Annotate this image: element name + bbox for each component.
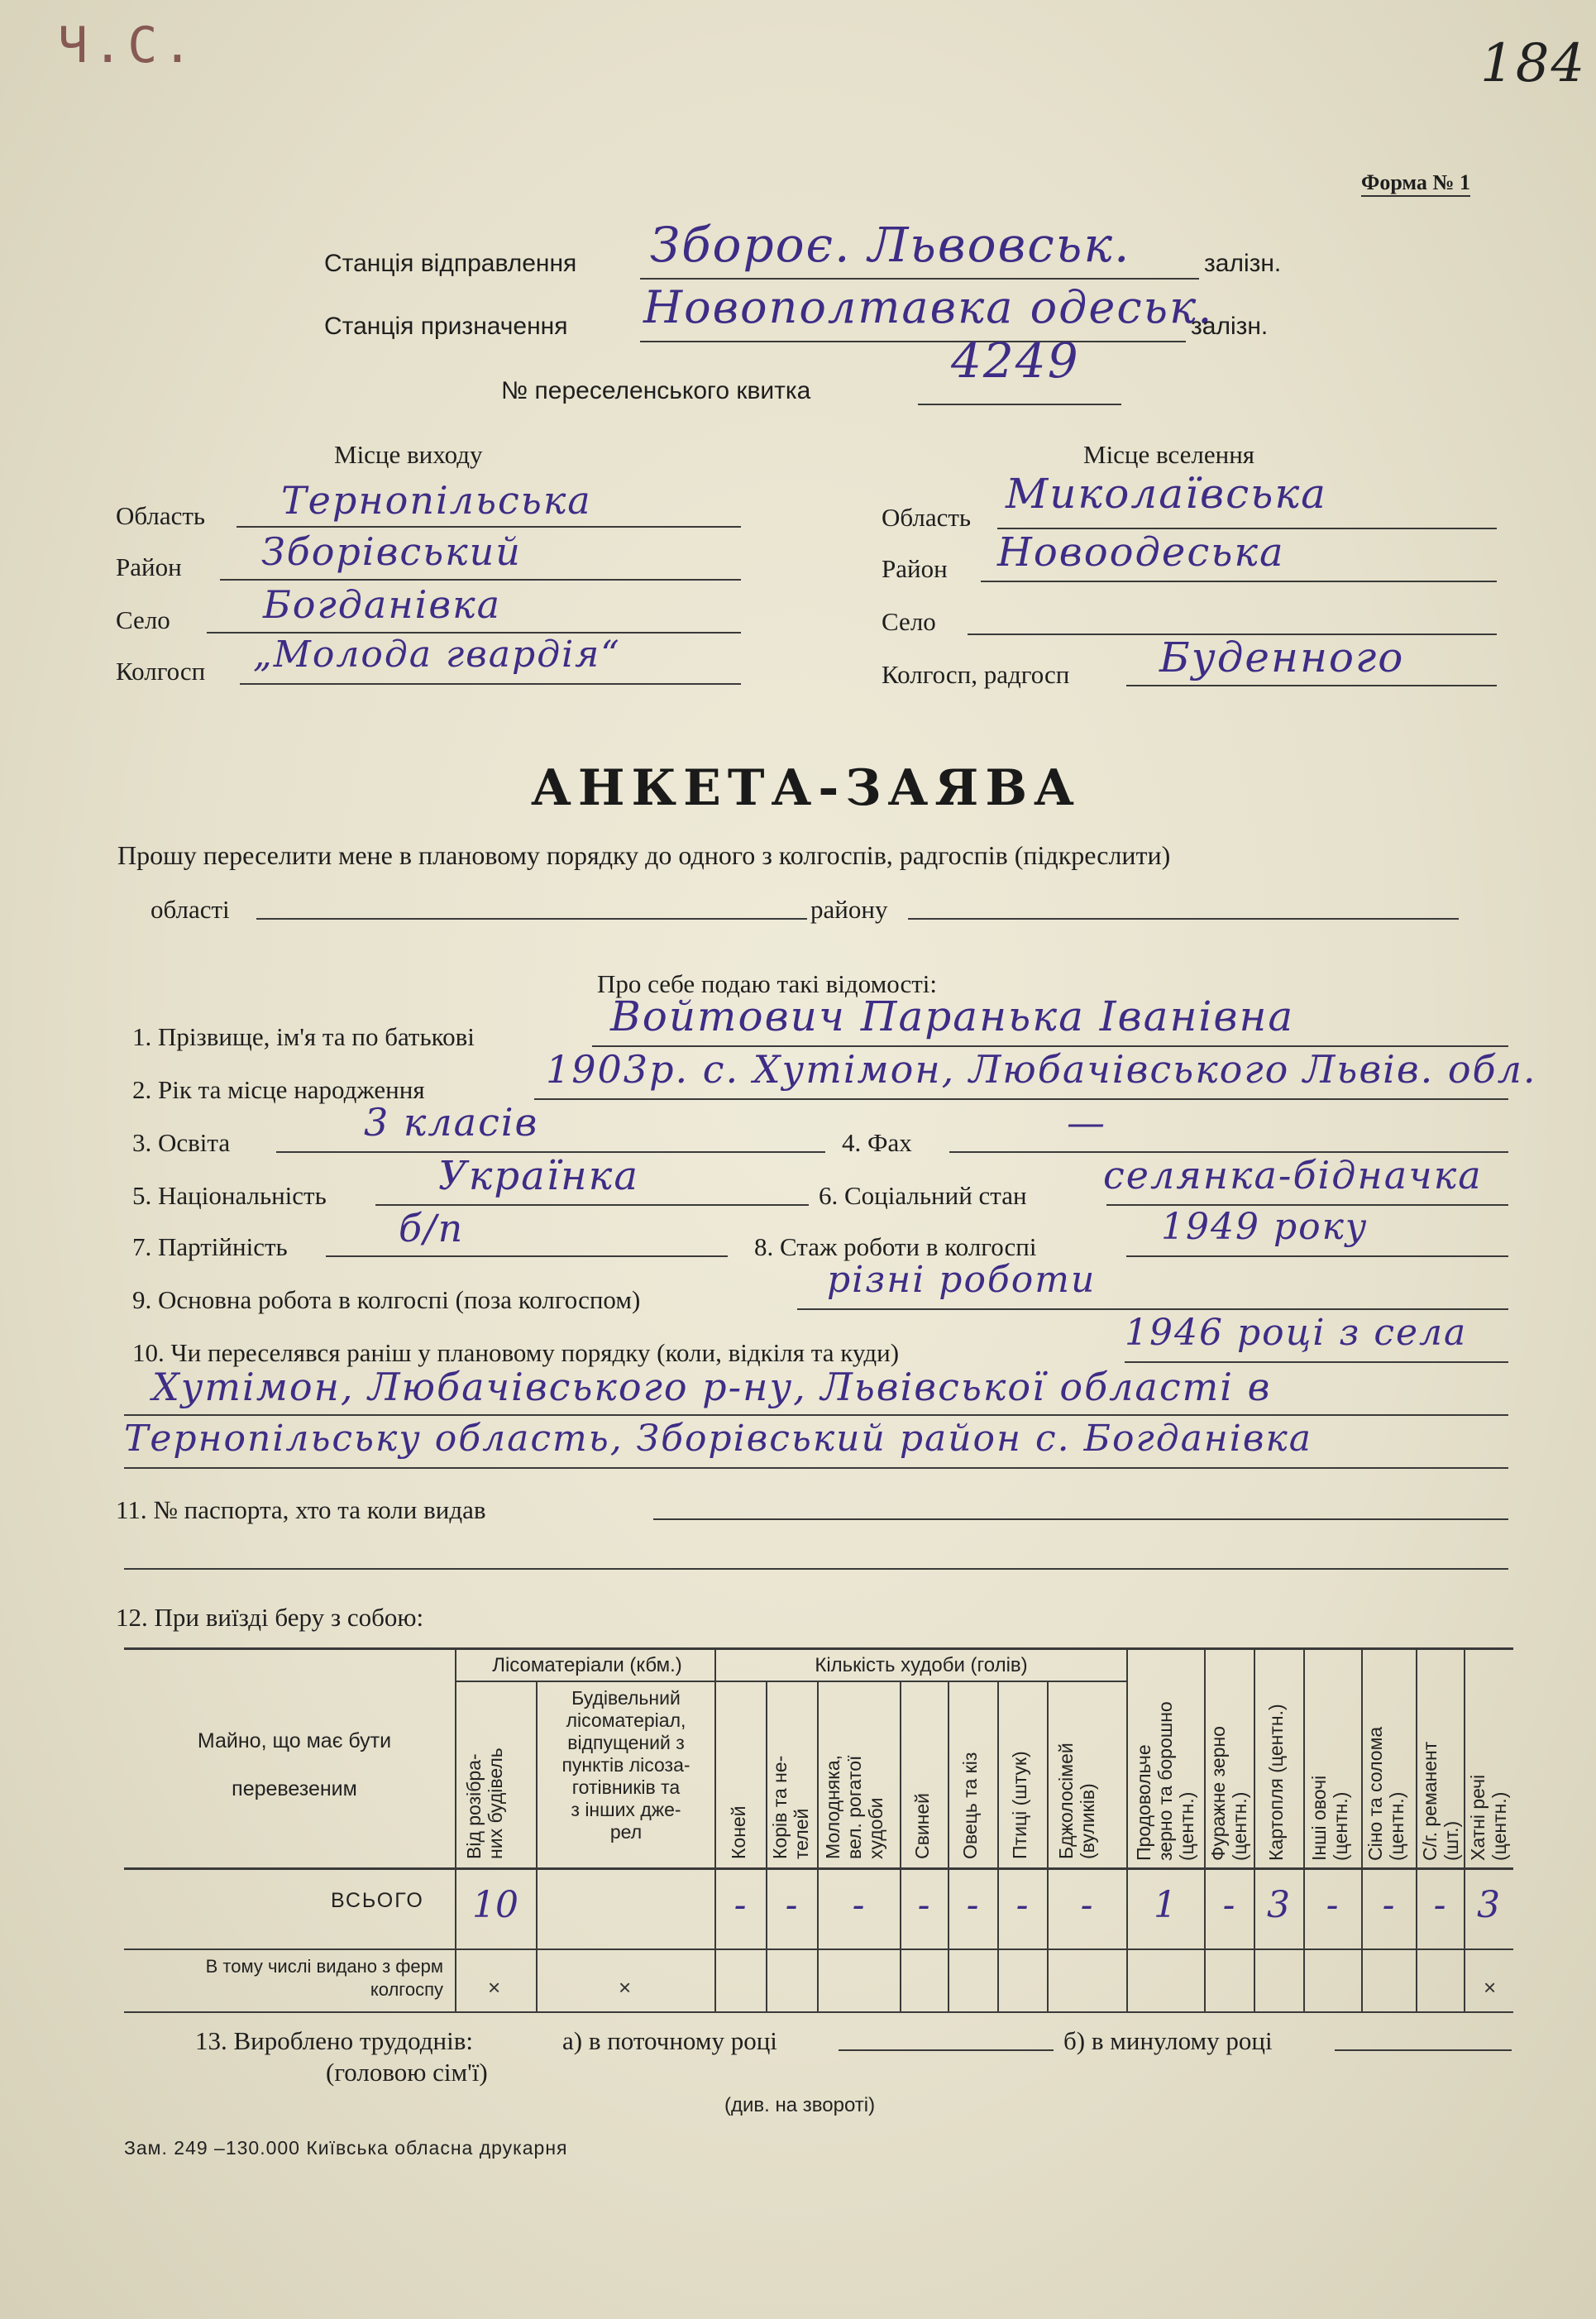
exit-selo-label: Село xyxy=(116,605,170,634)
field-2-value: 1903р. с. Хутімон, Любачівського Львів. обл. xyxy=(546,1047,1537,1092)
field-9-value: різні роботи xyxy=(827,1259,1097,1301)
table-farm-label: В тому числі видано з ферм колгоспу xyxy=(205,1956,443,2000)
workdays-current-line xyxy=(839,2049,1054,2051)
col-header-potatoes: Картопля (центн.) xyxy=(1265,1704,1287,1861)
field-6-value: селянка-бідначка xyxy=(1103,1153,1483,1198)
total-horses: - xyxy=(733,1884,747,1926)
workdays-last-line xyxy=(1335,2049,1512,2051)
field-10-line-2 xyxy=(124,1414,1508,1416)
field-7-line xyxy=(326,1255,728,1257)
departure-rail-suffix: залізн. xyxy=(1204,250,1282,277)
destination-line xyxy=(640,341,1186,342)
field-11-label: 11. № паспорта, хто та коли видав xyxy=(116,1495,486,1524)
total-potatoes: 3 xyxy=(1267,1884,1290,1926)
workdays-current-label: а) в поточному році xyxy=(562,2026,777,2055)
request-oblast-label: області xyxy=(151,895,230,924)
table-vline-13 xyxy=(1361,1647,1363,2011)
intro-text: Про себе подаю такі відомості: xyxy=(597,969,938,998)
col-header-sheep-goats: Овець та кіз xyxy=(959,1752,981,1859)
settle-kolhosp-label: Колгосп, радгосп xyxy=(882,660,1070,689)
col-header-farm-tools: С/г. реманент (шт.) xyxy=(1419,1741,1462,1861)
total-poultry: - xyxy=(1015,1884,1029,1926)
exit-raion-value: Зборівський xyxy=(261,529,522,574)
total-young-cattle: - xyxy=(852,1884,865,1926)
col-header-from-buildings: Від розібра- них будівель xyxy=(463,1748,506,1859)
request-raion-line xyxy=(908,918,1459,920)
col-header-bee-colonies: Бджолосімей (вуликів) xyxy=(1055,1743,1098,1859)
field-8-label: 8. Стаж роботи в колгоспі xyxy=(754,1232,1037,1261)
table-vline-5 xyxy=(900,1681,901,2011)
col-header-other-vegetables: Інші овочі (центн.) xyxy=(1308,1775,1351,1861)
total-sheep-goats: - xyxy=(966,1884,979,1926)
total-from-buildings: 10 xyxy=(472,1884,518,1926)
field-12-label: 12. При виїзді беру з собою: xyxy=(116,1603,424,1632)
table-vline-10 xyxy=(1204,1647,1206,2011)
total-hay-straw: - xyxy=(1382,1884,1395,1926)
table-total-bottom xyxy=(124,1948,1513,1950)
exit-raion-line xyxy=(220,579,741,581)
workdays-last-label: б) в минулому році xyxy=(1063,2026,1273,2055)
field-10-label: 10. Чи переселявся раніш у плановому порядку (коли, відкіля та куди) xyxy=(132,1338,900,1367)
request-oblast-line xyxy=(256,918,807,920)
table-group-lumber: Лісоматеріали (кбм.) xyxy=(492,1654,682,1676)
request-raion-label: району xyxy=(810,895,888,924)
exit-oblast-value: Тернопільська xyxy=(281,478,592,523)
field-2-line xyxy=(534,1098,1508,1100)
table-vline-0 xyxy=(455,1647,456,2011)
table-vline-7 xyxy=(997,1681,999,2011)
col-header-fodder-grain: Фуражне зерно (центн.) xyxy=(1207,1726,1250,1861)
field-7-label: 7. Партійність xyxy=(132,1232,288,1261)
exit-kolhosp-line xyxy=(240,683,741,685)
exit-kolhosp-label: Колгосп xyxy=(116,657,206,686)
total-pigs: - xyxy=(917,1884,930,1926)
archive-corner-stamp: Ч.С. xyxy=(58,17,198,74)
settle-selo-label: Село xyxy=(882,607,936,636)
settle-kolhosp-line xyxy=(1126,685,1497,686)
table-vline-9 xyxy=(1126,1647,1128,2011)
total-fodder-grain: - xyxy=(1222,1884,1235,1926)
field-4-label: 4. Фах xyxy=(842,1128,912,1157)
field-1-value: Войтович Паранька Іванівна xyxy=(610,992,1295,1040)
total-household-goods: 3 xyxy=(1477,1884,1500,1926)
field-8-value: 1949 року xyxy=(1161,1206,1369,1248)
form-number: Форма № 1 xyxy=(1361,170,1470,197)
exit-oblast-label: Область xyxy=(116,501,206,530)
settle-kolhosp-value: Буденного xyxy=(1159,634,1405,681)
total-food-grain: 1 xyxy=(1154,1884,1177,1926)
field-9-label: 9. Основна робота в колгоспі (поза колгоспом) xyxy=(132,1285,641,1314)
field-11-line-2 xyxy=(124,1568,1508,1570)
farm-mark-building-lumber: × xyxy=(619,1975,632,2000)
total-cows: - xyxy=(785,1884,798,1926)
table-header-bottom xyxy=(124,1867,1513,1870)
settle-oblast-label: Область xyxy=(882,503,972,532)
table-vline-1 xyxy=(536,1681,538,2011)
field-5-label: 5. Національність xyxy=(132,1181,327,1210)
field-4-value: — xyxy=(1067,1100,1106,1145)
settle-raion-value: Новоодеська xyxy=(997,529,1285,576)
exit-kolhosp-value: „Молода гвардія“ xyxy=(253,634,621,676)
field-6-label: 6. Соціальний стан xyxy=(819,1181,1027,1210)
field-9-line xyxy=(797,1308,1508,1310)
field-10-line-3 xyxy=(124,1467,1508,1469)
field-10-value-3: Тернопільську область, Зборівський район с. Богданівка xyxy=(124,1418,1312,1460)
exit-oblast-line xyxy=(237,526,741,528)
col-header-building-lumber: Будівельний лісоматеріал, відпущений з пунктів лісоза- готівників та з інших дже- рел xyxy=(561,1687,690,1843)
total-other-vegetables: - xyxy=(1326,1884,1339,1926)
settle-place-heading: Місце вселення xyxy=(1083,440,1255,469)
ticket-line xyxy=(918,404,1121,405)
table-vline-12 xyxy=(1303,1647,1305,2011)
form-title: АНКЕТА-ЗАЯВА xyxy=(531,759,1081,817)
table-group-divider xyxy=(455,1681,1126,1682)
field-7-value: б/п xyxy=(399,1206,465,1250)
farm-mark-from-buildings: × xyxy=(488,1975,501,2000)
table-total-label: ВСЬОГО xyxy=(331,1889,424,1912)
exit-place-heading: Місце виходу xyxy=(334,440,483,469)
ticket-label: № переселенського квитка xyxy=(501,377,811,404)
field-2-label: 2. Рік та місце народження xyxy=(132,1075,425,1104)
destination-rail-suffix: залізн. xyxy=(1191,313,1269,340)
table-group-cattle: Кількість худоби (голів) xyxy=(815,1654,1028,1676)
settle-raion-line xyxy=(981,581,1497,582)
field-3-value: 3 класів xyxy=(364,1100,539,1145)
table-bottom-border xyxy=(124,2011,1513,2013)
ticket-value: 4249 xyxy=(951,332,1080,389)
table-vline-6 xyxy=(948,1681,949,2011)
table-vline-14 xyxy=(1416,1647,1417,2011)
destination-label: Станція призначення xyxy=(324,313,568,340)
table-vline-11 xyxy=(1254,1647,1255,2011)
field-10-value-1: 1946 році з села xyxy=(1125,1312,1468,1354)
table-row-header: Майно, що має бути перевезеним xyxy=(197,1729,392,1800)
field-11-line-1 xyxy=(653,1518,1508,1520)
col-header-horses: Коней xyxy=(728,1805,749,1859)
total-bee-colonies: - xyxy=(1080,1884,1093,1926)
departure-value: Збороє. Львовськ. xyxy=(650,217,1131,273)
sheet-number: 184 xyxy=(1480,33,1587,94)
field-5-value: Українка xyxy=(438,1153,639,1199)
request-text: Прошу переселити мене в плановому порядку до одного з колгоспів, радгоспів (підкреслити) xyxy=(117,840,1171,870)
printer-imprint: Зам. 249 –130.000 Київська обласна друкарня xyxy=(124,2137,568,2159)
table-vline-4 xyxy=(817,1681,819,2011)
col-header-cows: Корів та не- телей xyxy=(769,1755,812,1859)
field-10-value-2: Хутімон, Любачівського р-ну, Львівської області в xyxy=(152,1365,1272,1409)
table-top-border xyxy=(124,1647,1513,1650)
destination-value: Новополтавка одеськ. xyxy=(643,281,1214,333)
total-farm-tools: - xyxy=(1433,1884,1446,1926)
departure-line xyxy=(640,278,1199,280)
col-header-food-grain: Продовольче зерно та борошно (центн.) xyxy=(1133,1701,1197,1861)
table-vline-8 xyxy=(1047,1681,1049,2011)
col-header-young-cattle: Молодняка, вел. рогатої худоби xyxy=(822,1755,886,1859)
col-header-hay-straw: Сіно та солома (центн.) xyxy=(1364,1726,1407,1861)
workdays-sub: (головою сім'ї) xyxy=(326,2058,488,2087)
continue-note: (див. на звороті) xyxy=(724,2094,876,2116)
workdays-label: 13. Вироблено трудоднів: xyxy=(195,2026,474,2055)
settle-raion-label: Район xyxy=(882,554,948,583)
settle-oblast-value: Миколаївська xyxy=(1006,470,1327,518)
field-8-line xyxy=(1126,1255,1508,1257)
exit-selo-value: Богданівка xyxy=(263,582,502,627)
exit-raion-label: Район xyxy=(116,552,182,581)
field-10-line-1 xyxy=(1125,1361,1508,1363)
departure-label: Станція відправлення xyxy=(324,250,577,277)
col-header-pigs: Свиней xyxy=(911,1792,933,1859)
table-vline-3 xyxy=(766,1681,767,2011)
col-header-poultry: Птиці (штук) xyxy=(1009,1751,1030,1859)
field-3-label: 3. Освіта xyxy=(132,1128,231,1157)
field-1-label: 1. Прізвище, ім'я та по батькові xyxy=(132,1022,475,1051)
col-header-household-goods: Хатні речі (центн.) xyxy=(1467,1774,1510,1861)
farm-mark-household-goods: × xyxy=(1484,1975,1497,2000)
table-vline-15 xyxy=(1464,1647,1465,2011)
table-vline-2 xyxy=(714,1647,716,2011)
